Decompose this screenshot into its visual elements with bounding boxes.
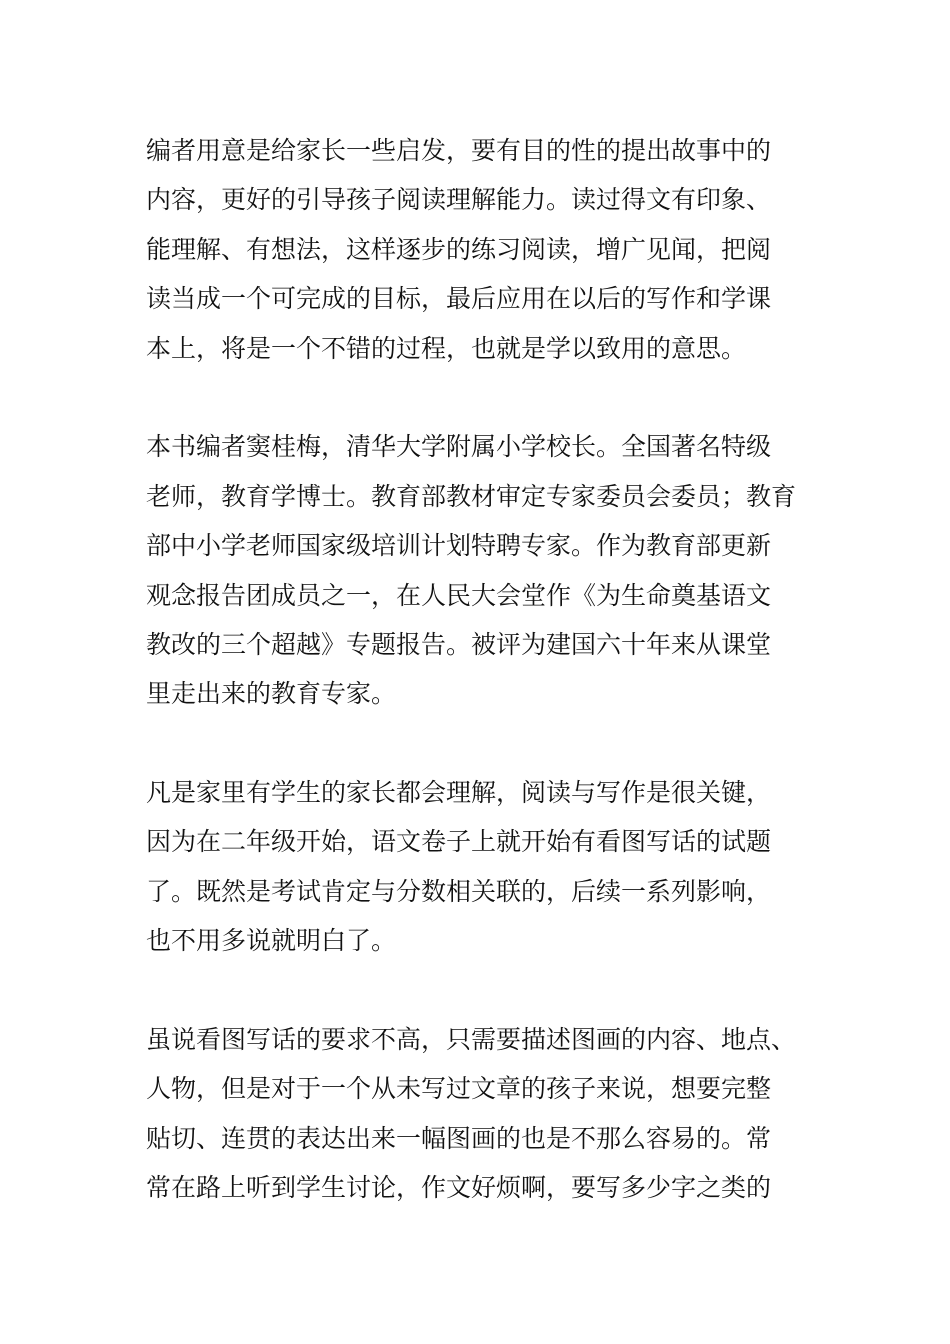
paragraph-gap	[146, 966, 836, 1015]
text-line: 贴切、连贯的表达出来一幅图画的也是不那么容易的。常	[146, 1123, 772, 1153]
text-line: 编者用意是给家长一些启发，要有目的性的提出故事中的	[146, 136, 772, 165]
paragraph-gap	[146, 373, 836, 422]
text-line: 本书编者窦桂梅，清华大学附属小学校长。全国著名特级	[146, 432, 772, 462]
text-line: 因为在二年级开始，语文卷子上就开始有看图写话的试题	[146, 827, 772, 857]
text-line: 部中小学老师国家级培训计划特聘专家。作为教育部更新	[146, 531, 772, 561]
text-line: 本上，将是一个不错的过程，也就是学以致用的意思。	[146, 333, 747, 363]
text-line: 观念报告团成员之一，在人民大会堂作《为生命奠基语文	[146, 580, 772, 610]
text-line: 也不用多说就明白了。	[146, 926, 397, 956]
text-line: 了。既然是考试肯定与分数相关联的，后续一系列影响，	[146, 876, 772, 906]
text-line: 教改的三个超越》专题报告。被评为建国六十年来从课堂	[146, 629, 772, 659]
text-line: 人物，但是对于一个从未写过文章的孩子来说，想要完整	[146, 1074, 772, 1104]
text-line: 里走出来的教育专家。	[146, 679, 397, 709]
paragraph-gap	[146, 719, 836, 768]
paragraph-editor-intent	[146, 126, 836, 373]
text-line: 虽说看图写话的要求不高，只需要描述图画的内容、地点、	[146, 1025, 797, 1055]
paragraph-reading-writing	[146, 768, 836, 966]
text-line: 凡是家里有学生的家长都会理解，阅读与写作是很关键，	[146, 778, 772, 808]
document-page	[146, 126, 836, 1213]
text-line: 能理解、有想法，这样逐步的练习阅读，增广见闻，把阅	[146, 234, 772, 264]
text-line: 老师，教育学博士。教育部教材审定专家委员会委员；教育	[146, 481, 797, 511]
text-line: 内容，更好的引导孩子阅读理解能力。读过得文有印象、	[146, 185, 772, 215]
text-line: 常在路上听到学生讨论，作文好烦啊，要写多少字之类的	[146, 1173, 772, 1203]
paragraph-picture-writing	[146, 1015, 836, 1213]
paragraph-editor-bio	[146, 422, 836, 718]
text-line: 读当成一个可完成的目标，最后应用在以后的写作和学课	[146, 284, 772, 314]
